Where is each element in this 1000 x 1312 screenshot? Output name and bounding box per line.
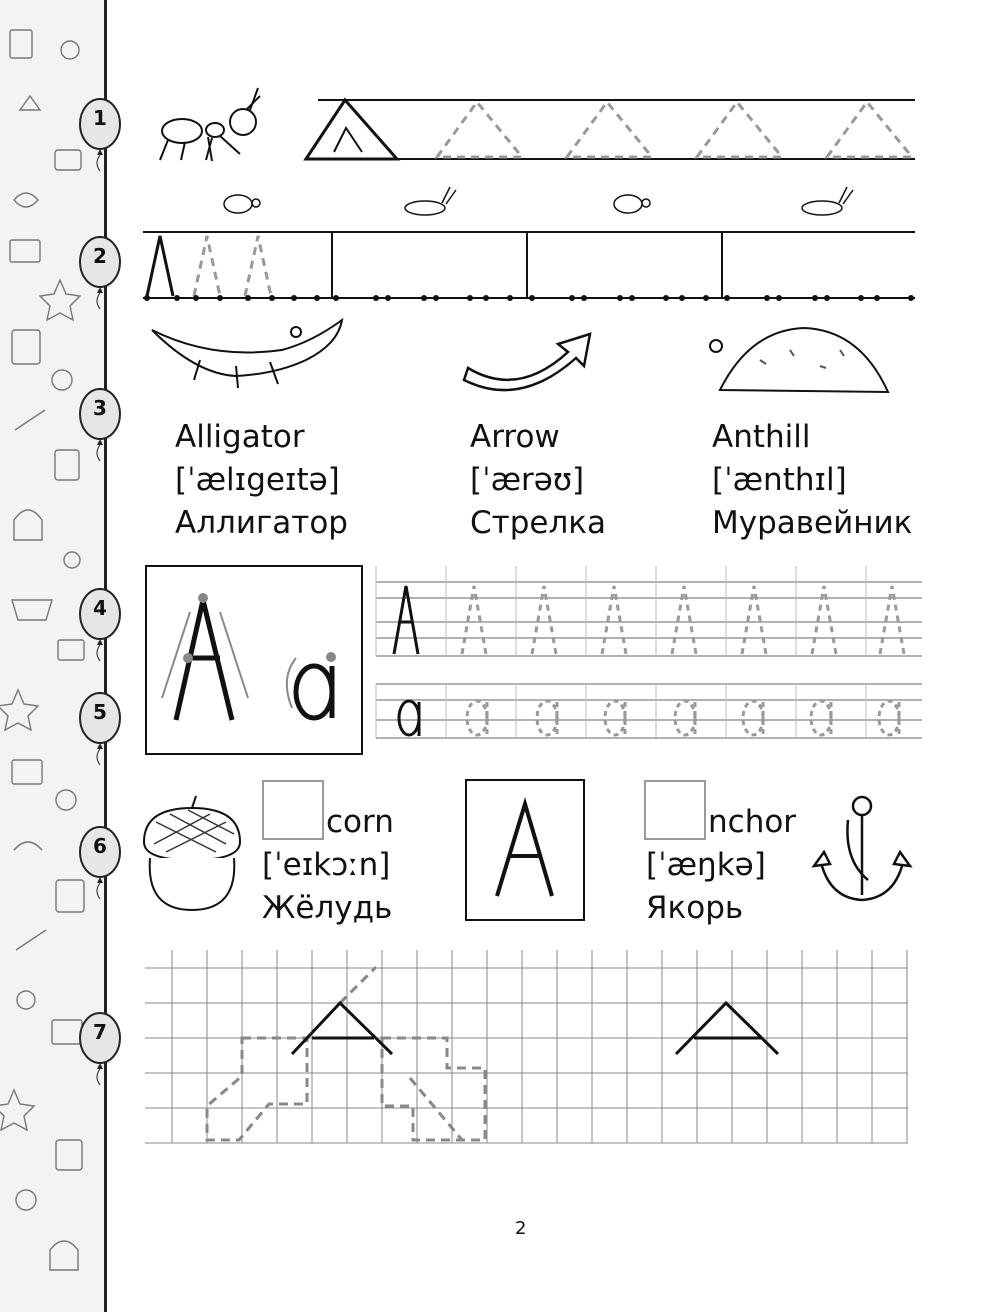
- framed-letter-A: [466, 780, 584, 920]
- rabbit-icon: [802, 187, 853, 215]
- russian-translation: Муравейник: [712, 505, 913, 541]
- uppercase-copybook: [376, 566, 922, 656]
- fill-in-card-anchor: [646, 801, 796, 930]
- alligator-icon: [152, 320, 342, 388]
- rabbit-icon: [405, 187, 456, 215]
- page-number: 2: [515, 1218, 527, 1239]
- russian-translation: Стрелка: [470, 505, 606, 541]
- word-card-alligator: [175, 416, 348, 545]
- word-card-arrow: [470, 416, 606, 545]
- transcription: [ˈæŋkə]: [646, 847, 766, 883]
- russian-translation: Аллигатор: [175, 505, 348, 541]
- lowercase-copybook: [376, 684, 922, 738]
- word-suffix: nchor: [708, 804, 797, 840]
- english-word: Anthill: [712, 419, 811, 455]
- transcription: [ˈærəʊ]: [470, 462, 585, 498]
- balloon-4: 4: [78, 588, 122, 640]
- balloon-7: 7: [78, 1012, 122, 1064]
- russian-translation: Жёлудь: [262, 890, 393, 926]
- transcription: [ˈeɪkɔːn]: [262, 847, 391, 883]
- english-word: Arrow: [470, 419, 560, 455]
- balloon-3: 3: [78, 388, 122, 440]
- balloon-1: 1: [78, 98, 122, 150]
- fill-in-card-acorn: [262, 801, 394, 930]
- word-suffix: corn: [326, 804, 394, 840]
- english-word: Alligator: [175, 419, 305, 455]
- russian-translation: Якорь: [646, 890, 744, 926]
- balloon-5: 5: [78, 692, 122, 744]
- turtle-icon: [614, 195, 650, 213]
- triangle-row: [306, 100, 915, 159]
- ant-icon: [160, 88, 260, 161]
- transcription: [ˈælɪgeɪtə]: [175, 462, 340, 498]
- balloon-6: 6: [78, 826, 122, 878]
- turtle-icon: [224, 195, 260, 213]
- balloon-2: 2: [78, 236, 122, 288]
- arrow-icon: [464, 334, 590, 390]
- anchor-icon: [814, 797, 910, 900]
- word-card-anthill: [712, 416, 912, 545]
- grid-dashed-shapes: [207, 967, 485, 1140]
- letter-demo-box: [146, 566, 362, 754]
- acorn-icon: [144, 796, 240, 910]
- transcription: [ˈænthɪl]: [712, 462, 847, 498]
- grid-letter-A-partial: [292, 1003, 778, 1054]
- anthill-icon: [710, 328, 888, 392]
- dotted-tracing-row: [143, 232, 915, 301]
